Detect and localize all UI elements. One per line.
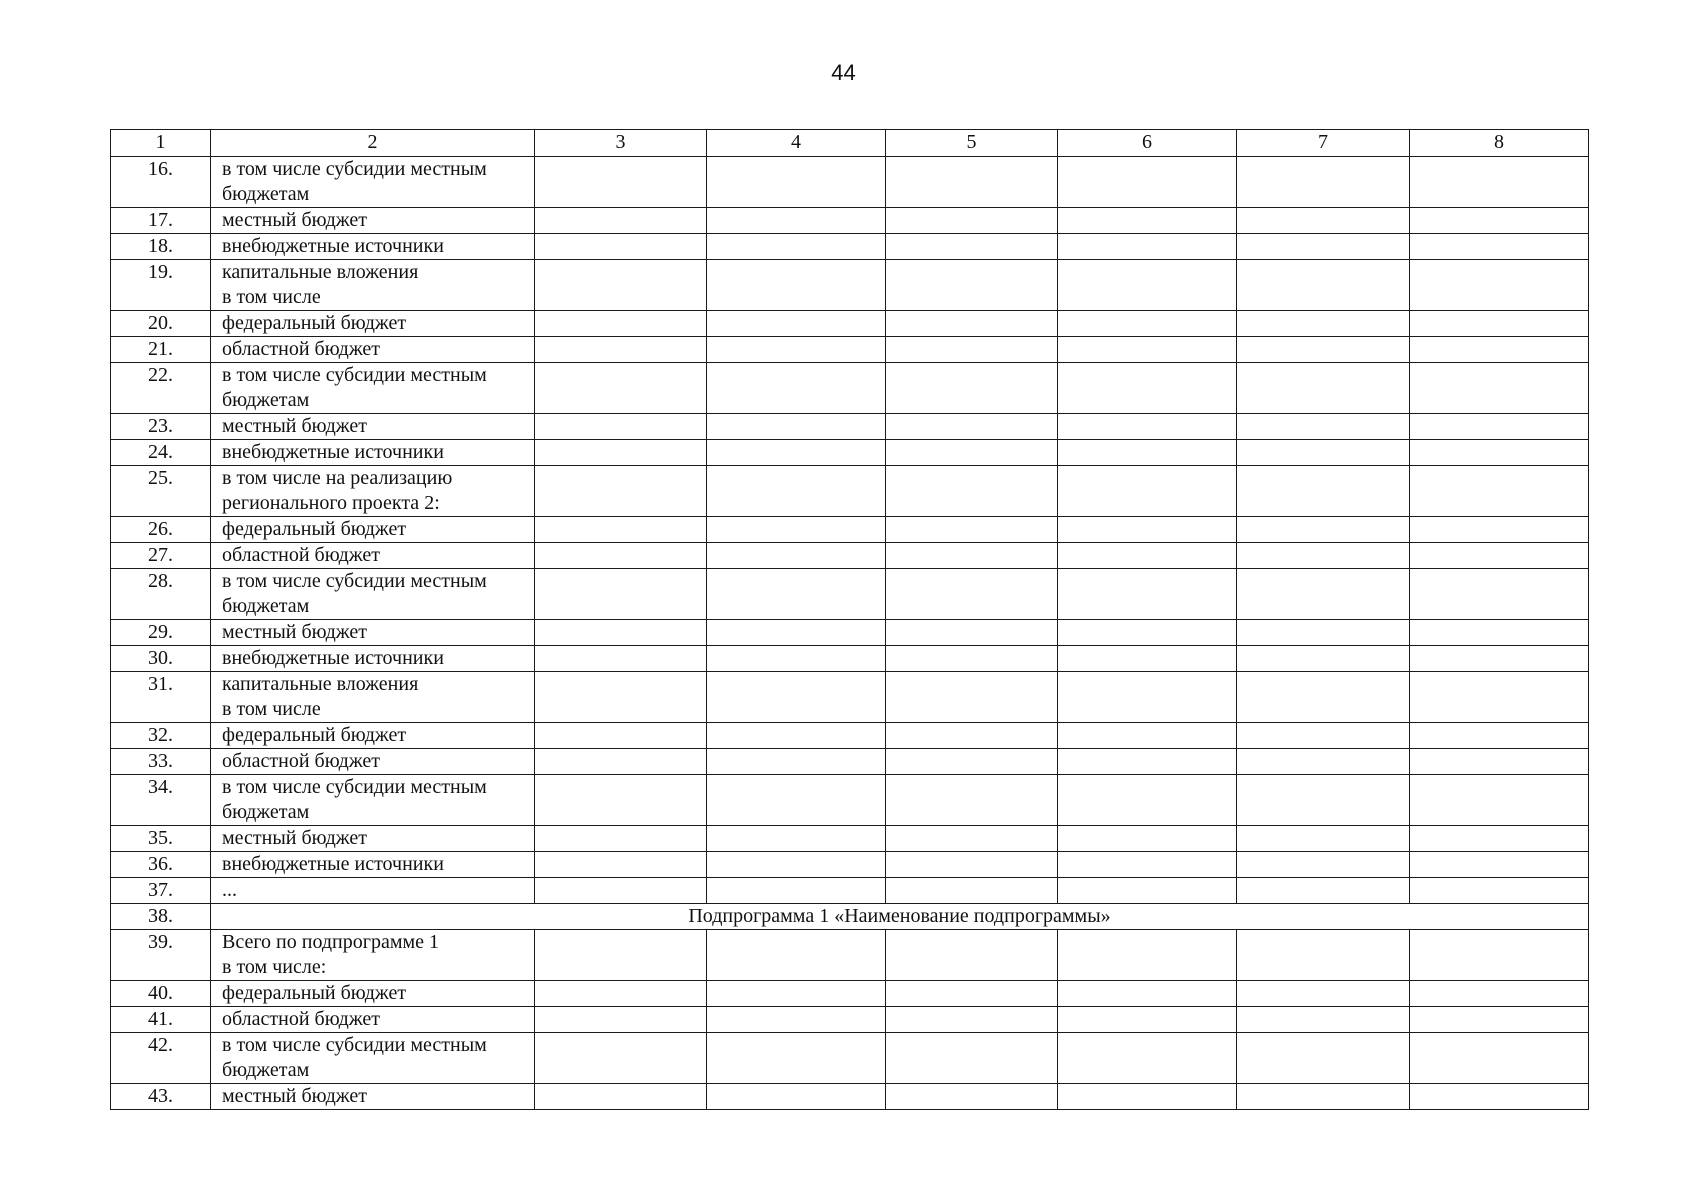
empty-cell [535,672,707,723]
empty-cell [1237,440,1410,466]
row-number: 24. [111,440,211,466]
empty-cell [886,852,1058,878]
empty-cell [886,517,1058,543]
table-row [111,620,1589,646]
row-number: 33. [111,749,211,775]
empty-cell [886,1033,1058,1084]
empty-cell [1237,311,1410,337]
empty-cell [1410,543,1589,569]
empty-cell [535,260,707,311]
row-description: местный бюджет [211,208,535,234]
empty-cell [1058,749,1237,775]
empty-cell [707,363,886,414]
row-number: 36. [111,852,211,878]
empty-cell [1237,1007,1410,1033]
empty-cell [535,466,707,517]
empty-cell [535,414,707,440]
empty-cell [1410,414,1589,440]
empty-cell [886,157,1058,208]
table-row [111,646,1589,672]
row-number: 39. [111,930,211,981]
row-number: 29. [111,620,211,646]
empty-cell [535,1033,707,1084]
row-description: ... [211,878,535,904]
table-row [111,852,1589,878]
empty-cell [886,646,1058,672]
empty-cell [1410,157,1589,208]
empty-cell [1410,260,1589,311]
table-row [111,904,1589,930]
row-number: 25. [111,466,211,517]
table-header [111,130,1589,157]
empty-cell [707,1033,886,1084]
empty-cell [1058,337,1237,363]
empty-cell [1410,1007,1589,1033]
table-row [111,440,1589,466]
empty-cell [1237,1033,1410,1084]
empty-cell [535,981,707,1007]
empty-cell [886,208,1058,234]
empty-cell [707,723,886,749]
empty-cell [1410,826,1589,852]
empty-cell [707,234,886,260]
empty-cell [1237,569,1410,620]
empty-cell [1237,749,1410,775]
empty-cell [535,234,707,260]
row-description: внебюджетные источники [211,852,535,878]
row-description: федеральный бюджет [211,311,535,337]
empty-cell [1058,517,1237,543]
row-description: местный бюджет [211,414,535,440]
table-row [111,878,1589,904]
table-row [111,749,1589,775]
empty-cell [1237,852,1410,878]
header-cell: 2 [211,130,535,157]
empty-cell [535,311,707,337]
table-row [111,1033,1589,1084]
empty-cell [886,466,1058,517]
table-row [111,517,1589,543]
row-number: 42. [111,1033,211,1084]
empty-cell [1058,157,1237,208]
row-description: в том числе субсидии местным бюджетам [211,569,535,620]
empty-cell [1410,646,1589,672]
table-row [111,826,1589,852]
empty-cell [535,852,707,878]
section-title: Подпрограмма 1 «Наименование подпрограммы» [211,904,1589,930]
header-cell: 4 [707,130,886,157]
empty-cell [1058,620,1237,646]
empty-cell [535,723,707,749]
empty-cell [707,311,886,337]
empty-cell [707,1007,886,1033]
empty-cell [535,620,707,646]
empty-cell [707,208,886,234]
empty-cell [1410,852,1589,878]
empty-cell [1058,414,1237,440]
header-cell: 3 [535,130,707,157]
empty-cell [1410,672,1589,723]
empty-cell [1410,1084,1589,1110]
empty-cell [707,337,886,363]
empty-cell [886,1007,1058,1033]
empty-cell [1058,723,1237,749]
empty-cell [1058,852,1237,878]
empty-cell [1237,363,1410,414]
empty-cell [707,775,886,826]
table-row [111,157,1589,208]
row-number: 27. [111,543,211,569]
table-row [111,208,1589,234]
row-description: областной бюджет [211,1007,535,1033]
empty-cell [886,414,1058,440]
empty-cell [886,1084,1058,1110]
row-description: в том числе субсидии местным бюджетам [211,775,535,826]
empty-cell [535,208,707,234]
empty-cell [1410,981,1589,1007]
row-description: Всего по подпрограмме 1 в том числе: [211,930,535,981]
empty-cell [535,1084,707,1110]
table-row [111,775,1589,826]
row-number: 30. [111,646,211,672]
empty-cell [1058,981,1237,1007]
empty-cell [1410,723,1589,749]
table-row [111,930,1589,981]
empty-cell [1237,930,1410,981]
empty-cell [1410,1033,1589,1084]
row-number: 17. [111,208,211,234]
row-description: в том числе на реализацию регионального проекта 2: [211,466,535,517]
empty-cell [535,826,707,852]
empty-cell [535,646,707,672]
empty-cell [1410,749,1589,775]
empty-cell [707,981,886,1007]
table-body [111,157,1589,1110]
row-description: областной бюджет [211,337,535,363]
table-row [111,363,1589,414]
row-number: 41. [111,1007,211,1033]
empty-cell [1237,543,1410,569]
row-description: внебюджетные источники [211,440,535,466]
empty-cell [1410,930,1589,981]
page-number: 44 [831,60,856,85]
empty-cell [886,337,1058,363]
empty-cell [707,672,886,723]
empty-cell [535,543,707,569]
table-row [111,672,1589,723]
empty-cell [1058,930,1237,981]
empty-cell [886,775,1058,826]
row-number: 32. [111,723,211,749]
row-description: внебюджетные источники [211,646,535,672]
empty-cell [707,930,886,981]
empty-cell [1237,517,1410,543]
row-description: в том числе субсидии местным бюджетам [211,363,535,414]
empty-cell [1410,517,1589,543]
row-description: местный бюджет [211,1084,535,1110]
empty-cell [886,672,1058,723]
empty-cell [886,260,1058,311]
empty-cell [707,646,886,672]
table-row [111,466,1589,517]
row-description: местный бюджет [211,826,535,852]
empty-cell [1058,1007,1237,1033]
empty-cell [1410,466,1589,517]
empty-cell [1058,543,1237,569]
empty-cell [535,363,707,414]
empty-cell [1410,311,1589,337]
empty-cell [1058,826,1237,852]
empty-cell [707,543,886,569]
empty-cell [1058,1033,1237,1084]
row-description: областной бюджет [211,749,535,775]
row-description: капитальные вложения в том числе [211,260,535,311]
empty-cell [535,517,707,543]
table-row [111,414,1589,440]
empty-cell [707,878,886,904]
empty-cell [1410,234,1589,260]
empty-cell [1058,775,1237,826]
empty-cell [1237,672,1410,723]
empty-cell [535,878,707,904]
empty-cell [886,826,1058,852]
table-row [111,1007,1589,1033]
empty-cell [886,878,1058,904]
empty-cell [707,620,886,646]
empty-cell [535,440,707,466]
empty-cell [886,723,1058,749]
empty-cell [1410,363,1589,414]
empty-cell [535,337,707,363]
row-number: 40. [111,981,211,1007]
empty-cell [1410,878,1589,904]
row-number: 19. [111,260,211,311]
empty-cell [1237,466,1410,517]
empty-cell [707,569,886,620]
empty-cell [1237,208,1410,234]
empty-cell [707,157,886,208]
empty-cell [1058,672,1237,723]
empty-cell [535,1007,707,1033]
empty-cell [707,466,886,517]
empty-cell [886,311,1058,337]
row-number: 43. [111,1084,211,1110]
empty-cell [535,930,707,981]
empty-cell [1237,878,1410,904]
empty-cell [1058,569,1237,620]
empty-cell [1410,440,1589,466]
table-row [111,981,1589,1007]
empty-cell [1237,157,1410,208]
row-number: 22. [111,363,211,414]
empty-cell [1058,878,1237,904]
row-description: местный бюджет [211,620,535,646]
empty-cell [1058,363,1237,414]
table-row [111,723,1589,749]
empty-cell [707,749,886,775]
empty-cell [535,157,707,208]
empty-cell [1410,775,1589,826]
empty-cell [707,852,886,878]
row-number: 35. [111,826,211,852]
empty-cell [1237,234,1410,260]
empty-cell [1410,208,1589,234]
empty-cell [1058,466,1237,517]
row-number: 34. [111,775,211,826]
row-number: 37. [111,878,211,904]
empty-cell [1237,1084,1410,1110]
row-description: в том числе субсидии местным бюджетам [211,1033,535,1084]
empty-cell [707,826,886,852]
header-cell: 7 [1237,130,1410,157]
empty-cell [1058,1084,1237,1110]
empty-cell [886,363,1058,414]
row-description: внебюджетные источники [211,234,535,260]
empty-cell [886,543,1058,569]
row-number: 28. [111,569,211,620]
empty-cell [1237,775,1410,826]
empty-cell [1237,414,1410,440]
row-number: 21. [111,337,211,363]
empty-cell [535,569,707,620]
header-cell: 6 [1058,130,1237,157]
header-row [111,130,1589,157]
table-row [111,311,1589,337]
empty-cell [707,440,886,466]
empty-cell [886,234,1058,260]
row-number: 23. [111,414,211,440]
empty-cell [1410,337,1589,363]
empty-cell [1058,311,1237,337]
empty-cell [707,414,886,440]
empty-cell [1058,440,1237,466]
row-number: 16. [111,157,211,208]
empty-cell [1058,260,1237,311]
table-row [111,543,1589,569]
empty-cell [1410,620,1589,646]
empty-cell [1237,260,1410,311]
empty-cell [707,1084,886,1110]
empty-cell [1237,723,1410,749]
row-description: федеральный бюджет [211,517,535,543]
empty-cell [1058,234,1237,260]
empty-cell [1237,646,1410,672]
empty-cell [1237,981,1410,1007]
empty-cell [886,620,1058,646]
empty-cell [886,749,1058,775]
row-description: федеральный бюджет [211,981,535,1007]
empty-cell [1237,826,1410,852]
table-row [111,1084,1589,1110]
header-cell: 8 [1410,130,1589,157]
table-row [111,234,1589,260]
budget-table [110,129,1589,1110]
empty-cell [707,517,886,543]
row-description: в том числе субсидии местным бюджетам [211,157,535,208]
header-cell: 5 [886,130,1058,157]
empty-cell [1410,569,1589,620]
row-description: федеральный бюджет [211,723,535,749]
row-description: областной бюджет [211,543,535,569]
empty-cell [535,749,707,775]
empty-cell [1058,208,1237,234]
empty-cell [535,775,707,826]
empty-cell [1237,620,1410,646]
row-description: капитальные вложения в том числе [211,672,535,723]
empty-cell [886,569,1058,620]
empty-cell [886,981,1058,1007]
row-number: 31. [111,672,211,723]
empty-cell [886,930,1058,981]
row-number: 38. [111,904,211,930]
row-number: 18. [111,234,211,260]
empty-cell [1237,337,1410,363]
empty-cell [1058,646,1237,672]
table-row [111,260,1589,311]
empty-cell [886,440,1058,466]
row-number: 26. [111,517,211,543]
table-row [111,569,1589,620]
table-row [111,337,1589,363]
empty-cell [707,260,886,311]
header-cell: 1 [111,130,211,157]
row-number: 20. [111,311,211,337]
